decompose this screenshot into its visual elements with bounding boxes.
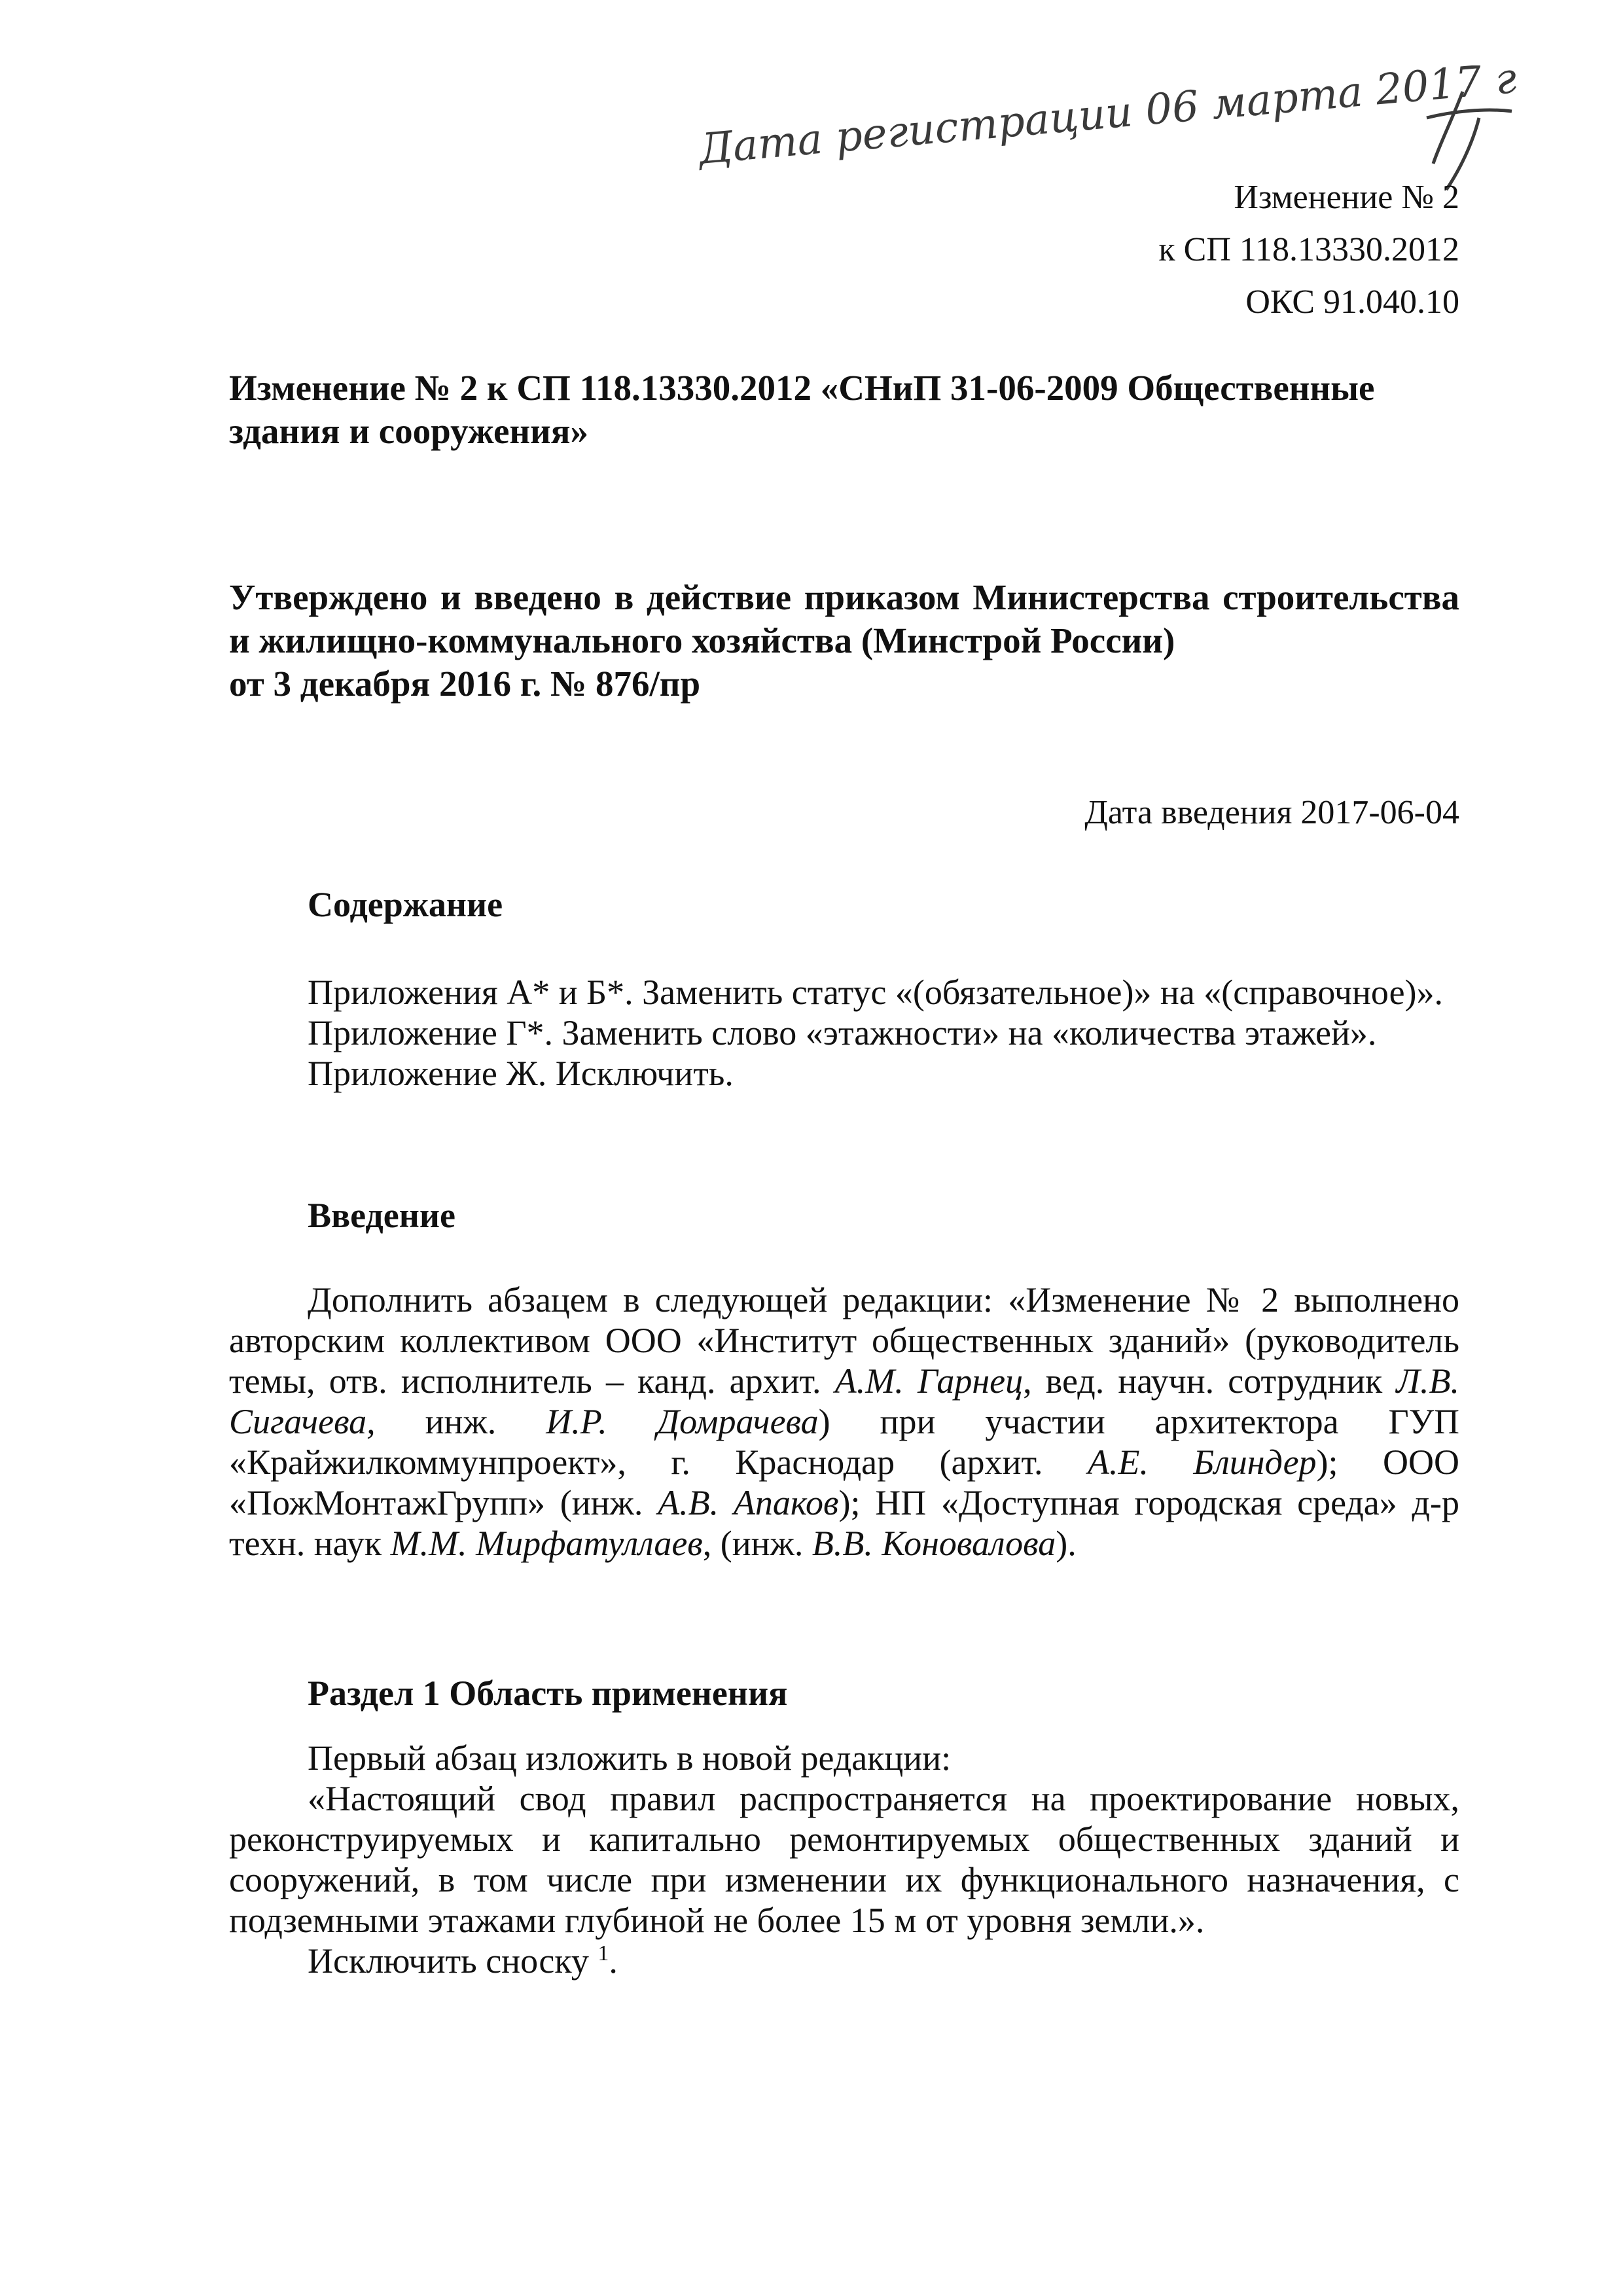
- handwritten-note-text: Дата регистрации 06 марта 2017 г.: [696, 65, 1518, 174]
- section1-body: [229, 1738, 1459, 1981]
- author-name: М.М. Мирфатуллаев: [390, 1524, 703, 1563]
- author-name: А.М. Гарнец: [834, 1361, 1024, 1401]
- author-name: Л.В. Сигачева,: [229, 1361, 1459, 1441]
- footnote-mark: 1: [597, 1941, 609, 1965]
- introduction-paragraph: [229, 1280, 1459, 1564]
- intro-part: ); НП «Доступная городская среда» д-р техн. наук: [229, 1483, 1459, 1563]
- intro-part: Дополнить абзацем в следующей редакции: «Изменение № 2 выполнено авторским коллективом ООО «Институт общественных зданий» (руководитель темы, отв. исполнитель – канд. архит.: [229, 1280, 1459, 1401]
- section1-footnote-instruction: [229, 1941, 1459, 1981]
- intro-part: , вед. научн. сотрудник: [1023, 1361, 1397, 1401]
- section1-instruction: Первый абзац изложить в новой редакции:: [308, 1738, 952, 1778]
- contents-list: [229, 972, 1459, 1094]
- amendment-number: Изменение № 2: [1234, 179, 1459, 216]
- document-header: [1158, 171, 1459, 329]
- approval-order: от 3 декабря 2016 г. № 876/пр: [229, 664, 701, 704]
- author-name: И.Р. Домрачева: [546, 1402, 819, 1441]
- introduction-heading: Введение: [308, 1196, 455, 1235]
- intro-part: ) при участии архитектора ГУП «Крайжилкоммунпроект», г. Краснодар (архит.: [229, 1402, 1459, 1482]
- intro-part: , (инж.: [702, 1524, 812, 1563]
- contents-item: Приложение Г*. Заменить слово «этажности» на «количества этажей».: [308, 1013, 1377, 1052]
- standard-code: к СП 118.13330.2012: [1158, 231, 1459, 268]
- contents-item: Приложения А* и Б*. Заменить статус «(обязательное)» на «(справочное)».: [308, 973, 1444, 1012]
- introduction-date: Дата введения 2017-06-04: [1084, 794, 1459, 831]
- section1-heading: Раздел 1 Область применения: [308, 1674, 788, 1713]
- intro-part: ); ООО «ПожМонтажГрупп» (инж.: [229, 1443, 1459, 1522]
- footnote-end: .: [609, 1941, 618, 1981]
- contents-item: Приложение Ж. Исключить.: [308, 1054, 734, 1093]
- approval-block: [229, 576, 1459, 706]
- section1-quote: «Настоящий свод правил распространяется на проектирование новых, реконструируемых и капитально ремонтируемых общественных зданий и сооружений, в том числе при изменении их функционального назначения, с подземными этажами глубиной не более 15 м от уровня земли.».: [229, 1779, 1459, 1940]
- introduction-text: [229, 1280, 1459, 1564]
- contents-heading: Содержание: [308, 885, 503, 924]
- author-name: В.В. Коновалова: [812, 1524, 1056, 1563]
- approval-text: Утверждено и введено в действие приказом Министерства строительства и жилищно-коммунального хозяйства (Минстрой России): [229, 577, 1459, 660]
- footnote-text: Исключить сноску: [308, 1941, 598, 1981]
- author-name: А.Е. Блиндер: [1087, 1443, 1317, 1482]
- intro-part: ).: [1056, 1524, 1077, 1563]
- author-name: А.В. Апаков: [658, 1483, 839, 1522]
- oks-code: ОКС 91.040.10: [1245, 283, 1459, 321]
- document-title: Изменение № 2 к СП 118.13330.2012 «СНиП 31-06-2009 Общественные здания и сооружения»: [229, 368, 1375, 451]
- intro-part: инж.: [375, 1402, 546, 1441]
